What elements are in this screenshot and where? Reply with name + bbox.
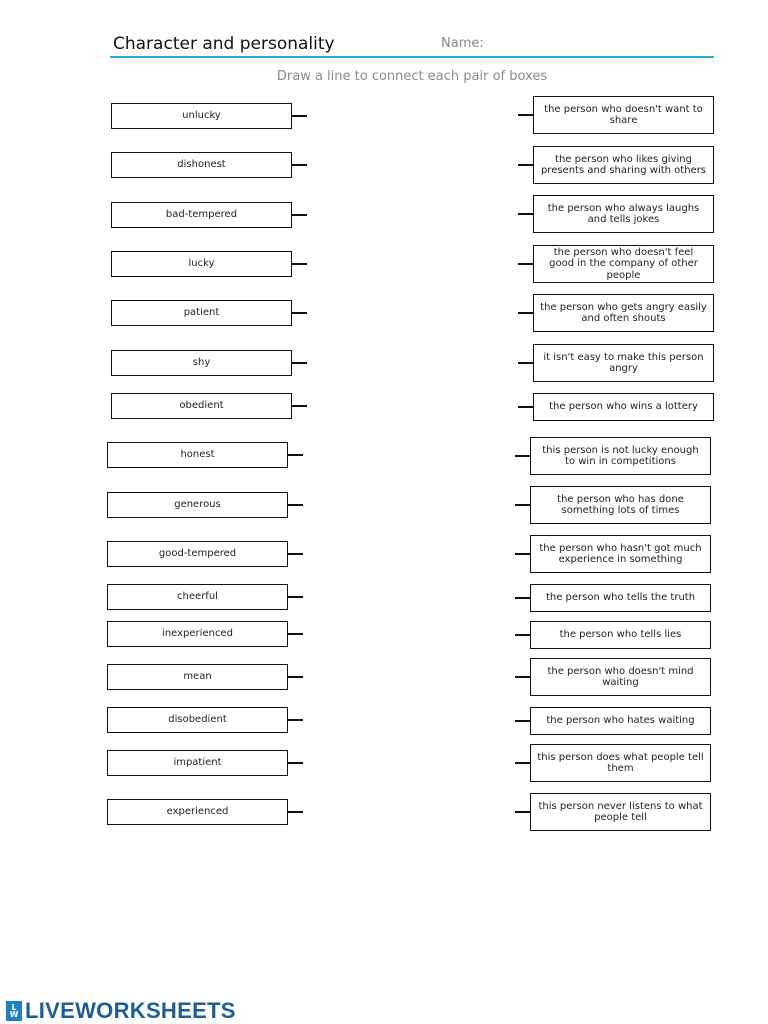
word-box[interactable]: mean bbox=[107, 664, 288, 690]
word-connector-stub[interactable] bbox=[291, 405, 307, 407]
word-connector-stub[interactable] bbox=[287, 454, 303, 456]
word-connector-stub[interactable] bbox=[291, 115, 307, 117]
word-connector-stub[interactable] bbox=[291, 312, 307, 314]
definition-connector-stub[interactable] bbox=[515, 811, 531, 813]
definition-box[interactable]: the person who doesn't feel good in the company of other people bbox=[533, 245, 714, 283]
word-box[interactable]: disobedient bbox=[107, 707, 288, 733]
definition-connector-stub[interactable] bbox=[515, 676, 531, 678]
definition-connector-stub[interactable] bbox=[518, 362, 534, 364]
worksheet-title: Character and personality bbox=[113, 34, 335, 54]
word-box[interactable]: inexperienced bbox=[107, 621, 288, 647]
definition-box[interactable]: the person who doesn't mind waiting bbox=[530, 658, 711, 696]
liveworksheets-logo-icon: L W bbox=[6, 1001, 22, 1021]
word-box[interactable]: obedient bbox=[111, 393, 292, 419]
definition-connector-stub[interactable] bbox=[515, 597, 531, 599]
definition-box[interactable]: the person who hates waiting bbox=[530, 707, 711, 735]
definition-box[interactable]: this person does what people tell them bbox=[530, 744, 711, 782]
definition-box[interactable]: this person is not lucky enough to win in competitions bbox=[530, 437, 711, 475]
definition-connector-stub[interactable] bbox=[518, 213, 534, 215]
word-box[interactable]: lucky bbox=[111, 251, 292, 277]
word-box[interactable]: dishonest bbox=[111, 152, 292, 178]
word-box[interactable]: cheerful bbox=[107, 584, 288, 610]
definition-box[interactable]: the person who doesn't want to share bbox=[533, 96, 714, 134]
definition-connector-stub[interactable] bbox=[515, 762, 531, 764]
word-box[interactable]: impatient bbox=[107, 750, 288, 776]
definition-box[interactable]: this person never listens to what people tell bbox=[530, 793, 711, 831]
word-connector-stub[interactable] bbox=[287, 811, 303, 813]
footer-logo[interactable] bbox=[6, 998, 236, 1024]
word-connector-stub[interactable] bbox=[287, 676, 303, 678]
definition-connector-stub[interactable] bbox=[518, 164, 534, 166]
definition-connector-stub[interactable] bbox=[515, 720, 531, 722]
word-box[interactable]: good-tempered bbox=[107, 541, 288, 567]
definition-box[interactable]: the person who hasn't got much experience in something bbox=[530, 535, 711, 573]
word-box[interactable]: experienced bbox=[107, 799, 288, 825]
definition-box[interactable]: the person who tells lies bbox=[530, 621, 711, 649]
logo-text: LIVEWORKSHEETS bbox=[25, 998, 236, 1023]
definition-box[interactable]: the person who tells the truth bbox=[530, 584, 711, 612]
word-box[interactable]: honest bbox=[107, 442, 288, 468]
word-connector-stub[interactable] bbox=[287, 596, 303, 598]
word-connector-stub[interactable] bbox=[291, 164, 307, 166]
word-box[interactable]: patient bbox=[111, 300, 292, 326]
definition-box[interactable]: the person who gets angry easily and often shouts bbox=[533, 294, 714, 332]
word-connector-stub[interactable] bbox=[291, 214, 307, 216]
word-box[interactable]: shy bbox=[111, 350, 292, 376]
word-connector-stub[interactable] bbox=[287, 762, 303, 764]
definition-connector-stub[interactable] bbox=[518, 312, 534, 314]
definition-connector-stub[interactable] bbox=[518, 406, 534, 408]
name-field-label: Name: bbox=[441, 36, 484, 51]
word-connector-stub[interactable] bbox=[287, 504, 303, 506]
instructions-text: Draw a line to connect each pair of boxes bbox=[276, 69, 548, 84]
word-connector-stub[interactable] bbox=[291, 362, 307, 364]
word-box[interactable]: generous bbox=[107, 492, 288, 518]
definition-connector-stub[interactable] bbox=[515, 455, 531, 457]
definition-box[interactable]: it isn't easy to make this person angry bbox=[533, 344, 714, 382]
definition-box[interactable]: the person who wins a lottery bbox=[533, 393, 714, 421]
word-connector-stub[interactable] bbox=[287, 719, 303, 721]
definition-box[interactable]: the person who has done something lots of times bbox=[530, 486, 711, 524]
definition-connector-stub[interactable] bbox=[515, 504, 531, 506]
word-connector-stub[interactable] bbox=[287, 553, 303, 555]
definition-connector-stub[interactable] bbox=[518, 114, 534, 116]
definition-box[interactable]: the person who likes giving presents and sharing with others bbox=[533, 146, 714, 184]
word-box[interactable]: bad-tempered bbox=[111, 202, 292, 228]
definition-connector-stub[interactable] bbox=[518, 263, 534, 265]
word-connector-stub[interactable] bbox=[291, 263, 307, 265]
definition-connector-stub[interactable] bbox=[515, 634, 531, 636]
definition-connector-stub[interactable] bbox=[515, 553, 531, 555]
header-divider bbox=[110, 56, 714, 58]
definition-box[interactable]: the person who always laughs and tells jokes bbox=[533, 195, 714, 233]
word-box[interactable]: unlucky bbox=[111, 103, 292, 129]
word-connector-stub[interactable] bbox=[287, 633, 303, 635]
